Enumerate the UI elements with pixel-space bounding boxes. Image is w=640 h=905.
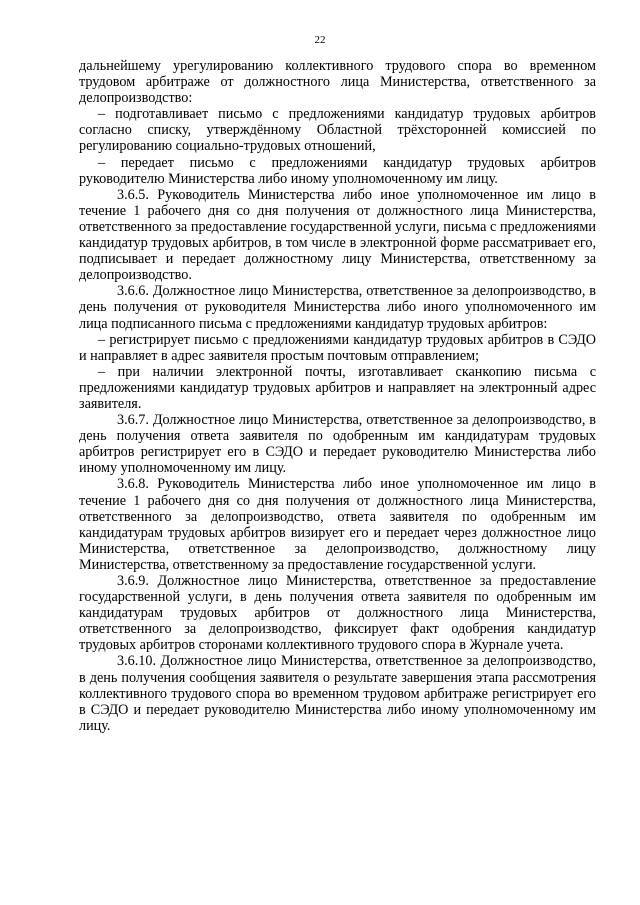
- paragraph-3-6-8: 3.6.8. Руководитель Министерства либо иное уполномоченное им лицо в течение 1 рабочего дня со дня получения от должностного лица Министерства, ответственного за делопроизводство, ответа заявителя по одобренным им кандидатурам трудовых арбитров визирует его и передает через должностное лицо Министерства, ответственное за делопроизводство, должностному лицу Министерства, ответственному за предоставление государственной услуги.: [79, 476, 596, 573]
- list-item-prepare-letter: – подготавливает письмо с предложениями кандидатур трудовых арбитров согласно списку, утверждённому Областной трёхсторонней комиссией по регулированию социально-трудовых отношений,: [79, 106, 596, 155]
- list-item-email-letter: – при наличии электронной почты, изготавливает сканкопию письма с предложениями кандидатур трудовых арбитров и направляет на электронный адрес заявителя.: [79, 363, 596, 412]
- page-number: 22: [314, 34, 326, 46]
- paragraph-3-6-6: 3.6.6. Должностное лицо Министерства, ответственное за делопроизводство, в день получения от руководителя Министерства либо иного уполномоченного им лица подписанного письма с предложениями кандидатур трудовых арбитров:: [79, 283, 596, 332]
- document-body: [79, 58, 596, 734]
- list-item-register-letter: – регистрирует письмо с предложениями кандидатур трудовых арбитров в СЭДО и направляет в адрес заявителя простым почтовым отправлением;: [79, 331, 596, 364]
- paragraph-3-6-10: 3.6.10. Должностное лицо Министерства, ответственное за делопроизводство, в день получения сообщения заявителя о результате завершения этапа рассмотрения коллективного трудового спора во временном трудовом арбитраже регистрирует его в СЭДО и передает руководителю Министерства либо иному уполномоченному им лицу.: [79, 653, 596, 734]
- paragraph-3-6-7: 3.6.7. Должностное лицо Министерства, ответственное за делопроизводство, в день получения ответа заявителя по одобренным им кандидатурам трудовых арбитров регистрирует его в СЭДО и передает руководителю Министерства либо иному уполномоченному им лицу.: [79, 412, 596, 477]
- paragraph-continuation: дальнейшему урегулированию коллективного трудового спора во временном трудовом арбитраже от должностного лица Министерства, ответственного за делопроизводство:: [79, 58, 596, 107]
- paragraph-3-6-9: 3.6.9. Должностное лицо Министерства, ответственное за предоставление государственной услуги, в день получения ответа заявителя по одобренным им кандидатурам трудовых арбитров от должностного лица Министерства, ответственного за делопроизводство, фиксирует факт одобрения кандидатур трудовых арбитров сторонами коллективного трудового спора в Журнале учета.: [79, 573, 596, 654]
- paragraph-3-6-5: 3.6.5. Руководитель Министерства либо иное уполномоченное им лицо в течение 1 рабочего дня со дня получения от должностного лица Министерства, ответственного за предоставление государственной услуги, письма с предложениями кандидатур трудовых арбитров, в том числе в электронной форме рассматривает его, подписывает и передает должностному лицу Министерства, ответственному за делопроизводство.: [79, 186, 596, 284]
- list-item-transfer-letter: – передает письмо с предложениями кандидатур трудовых арбитров руководителю Министерства либо иному уполномоченному им лицу.: [79, 154, 596, 187]
